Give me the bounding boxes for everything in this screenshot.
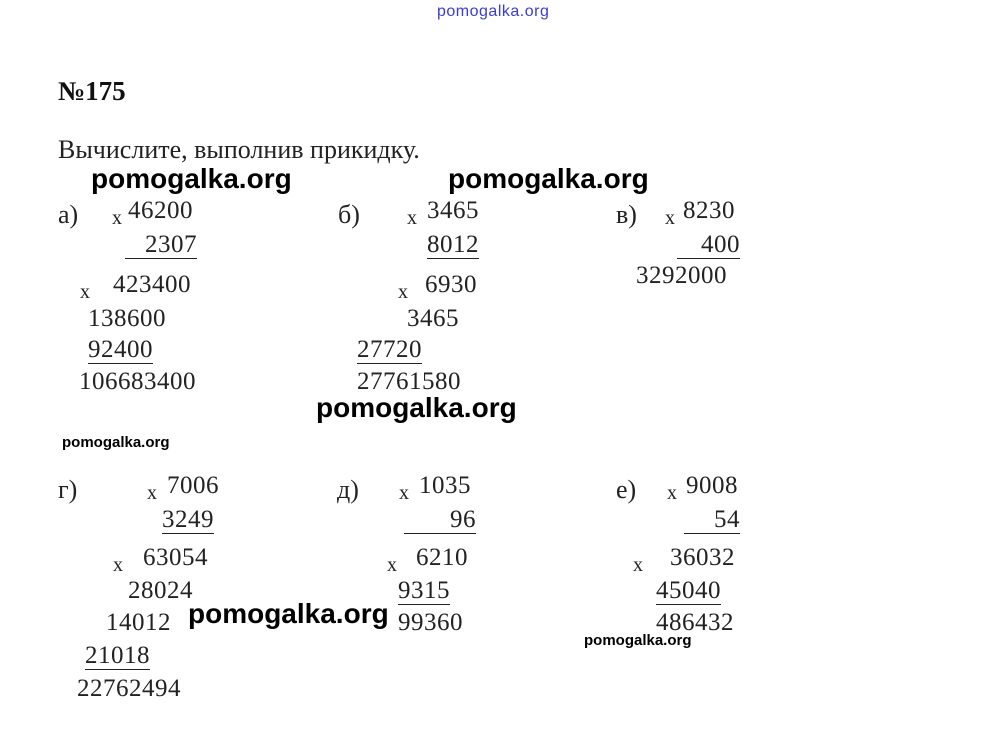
watermark-1: pomogalka.org (91, 163, 292, 194)
result: 99360 (398, 609, 463, 636)
multiply-sign: х (399, 482, 409, 504)
watermark-4: pomogalka.org (62, 434, 170, 451)
factor-1: 46200 (128, 197, 193, 224)
factor-1: 8230 (683, 197, 735, 224)
partial-product-2: 138600 (88, 305, 166, 332)
result: 3292000 (636, 262, 727, 289)
partial-product-2: 3465 (407, 305, 459, 332)
problem-e-label: е) (616, 475, 637, 504)
watermark-6: pomogalka.org (584, 632, 692, 649)
partial-product-2: 28024 (128, 577, 193, 604)
partial-product-2: 9315 (398, 577, 450, 604)
multiply-sign: х (633, 554, 643, 576)
factor-2: 54 (684, 507, 740, 534)
factor-2: 96 (404, 507, 476, 534)
instruction-text: Вычислите, выполнив прикидку. (58, 135, 420, 164)
factor-1: 1035 (419, 472, 471, 499)
multiply-sign: х (147, 482, 157, 504)
factor-2: 400 (677, 232, 740, 259)
factor-2: 2307 (125, 232, 197, 259)
result: 27761580 (357, 368, 461, 395)
problem-a-label: а) (58, 200, 79, 229)
factor-1: 7006 (167, 472, 219, 499)
multiply-sign: х (113, 554, 123, 576)
factor-1: 3465 (427, 197, 479, 224)
factor-2: 8012 (427, 231, 479, 258)
partial-product-4: 21018 (85, 642, 150, 669)
factor-2: 3249 (162, 506, 214, 533)
multiply-sign: х (667, 482, 677, 504)
partial-product-1: 63054 (143, 544, 208, 571)
partial-product-3: 92400 (88, 336, 153, 363)
multiply-sign: х (407, 207, 417, 229)
watermark-top: pomogalka.org (437, 3, 550, 20)
partial-product-1: 6210 (416, 544, 468, 571)
factor-1: 9008 (686, 472, 738, 499)
partial-product-1: 423400 (113, 271, 191, 298)
watermark-3: pomogalka.org (316, 392, 517, 423)
multiply-sign: х (112, 207, 122, 229)
watermark-5: pomogalka.org (188, 598, 389, 629)
multiply-sign: х (387, 554, 397, 576)
partial-product-3: 27720 (357, 336, 422, 363)
problem-d-label: д) (337, 475, 359, 504)
problem-g-label: г) (58, 475, 78, 504)
multiply-sign: х (398, 281, 408, 303)
result: 486432 (656, 609, 734, 636)
problem-title: №175 (58, 76, 126, 106)
problem-v-label: в) (616, 200, 637, 229)
partial-product-1: 36032 (670, 544, 735, 571)
partial-product-2: 45040 (656, 577, 721, 604)
result: 106683400 (79, 368, 196, 395)
partial-product-3: 14012 (106, 609, 171, 636)
multiply-sign: х (80, 281, 90, 303)
problem-b-label: б) (338, 200, 360, 229)
multiply-sign: х (665, 207, 675, 229)
partial-product-1: 6930 (425, 271, 477, 298)
result: 22762494 (77, 675, 181, 702)
watermark-2: pomogalka.org (448, 163, 649, 194)
